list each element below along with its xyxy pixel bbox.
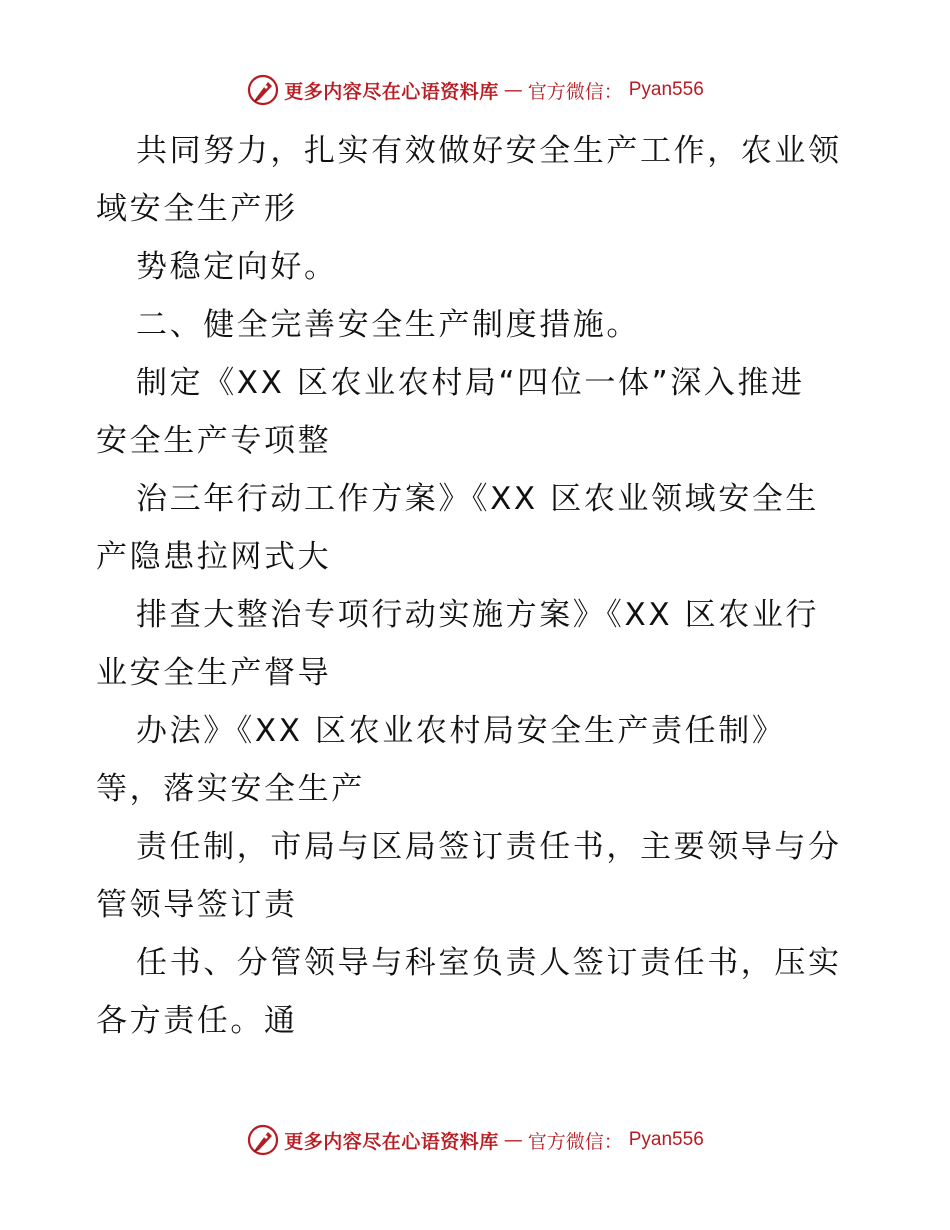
- pen-nib-logo-icon: [246, 73, 280, 107]
- body-line: 产隐患拉网式大: [96, 539, 332, 575]
- page-header: [0, 70, 950, 110]
- footer-brand: [246, 1123, 704, 1157]
- body-line: 业安全生产督导: [96, 655, 332, 691]
- document-body: [96, 122, 896, 1050]
- body-line: 排查大整治专项行动实施方案》《XX 区农业行: [136, 597, 820, 633]
- header-brand-text: 更多内容尽在心语资料库: [284, 80, 499, 103]
- pen-nib-logo-icon: [246, 1123, 280, 1157]
- header-wechat-label: 官方微信：: [527, 80, 623, 103]
- footer-wechat-label: 官方微信：: [527, 1130, 623, 1153]
- body-line: 责任制，市局与区局签订责任书，主要领导与分: [136, 829, 842, 865]
- section-heading: 二、健全完善安全生产制度措施。: [136, 307, 640, 343]
- body-line: 域安全生产形: [96, 191, 298, 227]
- footer-brand-text: 更多内容尽在心语资料库: [284, 1130, 499, 1153]
- body-line: 治三年行动工作方案》《XX 区农业领域安全生: [136, 481, 820, 517]
- body-line: 任书、分管领导与科室负责人签订责任书，压实: [136, 945, 842, 981]
- header-brand: [246, 73, 704, 107]
- body-line: 安全生产专项整: [96, 423, 332, 459]
- body-line: 共同努力，扎实有效做好安全生产工作，农业领: [136, 133, 842, 169]
- header-wechat-id: Pyan556: [628, 79, 704, 100]
- footer-brand-separator: —: [503, 1129, 523, 1151]
- body-line: 办法》《XX 区农业农村局安全生产责任制》: [136, 713, 786, 749]
- footer-wechat-id: Pyan556: [628, 1129, 704, 1150]
- body-line: 各方责任。通: [96, 1003, 298, 1039]
- body-line: 管领导签订责: [96, 887, 298, 923]
- page-footer: [0, 1120, 950, 1160]
- body-line: 制定《XX 区农业农村局“四位一体”深入推进: [136, 365, 805, 401]
- body-line: 势稳定向好。: [136, 249, 338, 285]
- header-brand-separator: —: [503, 79, 523, 101]
- body-line: 等，落实安全生产: [96, 771, 365, 807]
